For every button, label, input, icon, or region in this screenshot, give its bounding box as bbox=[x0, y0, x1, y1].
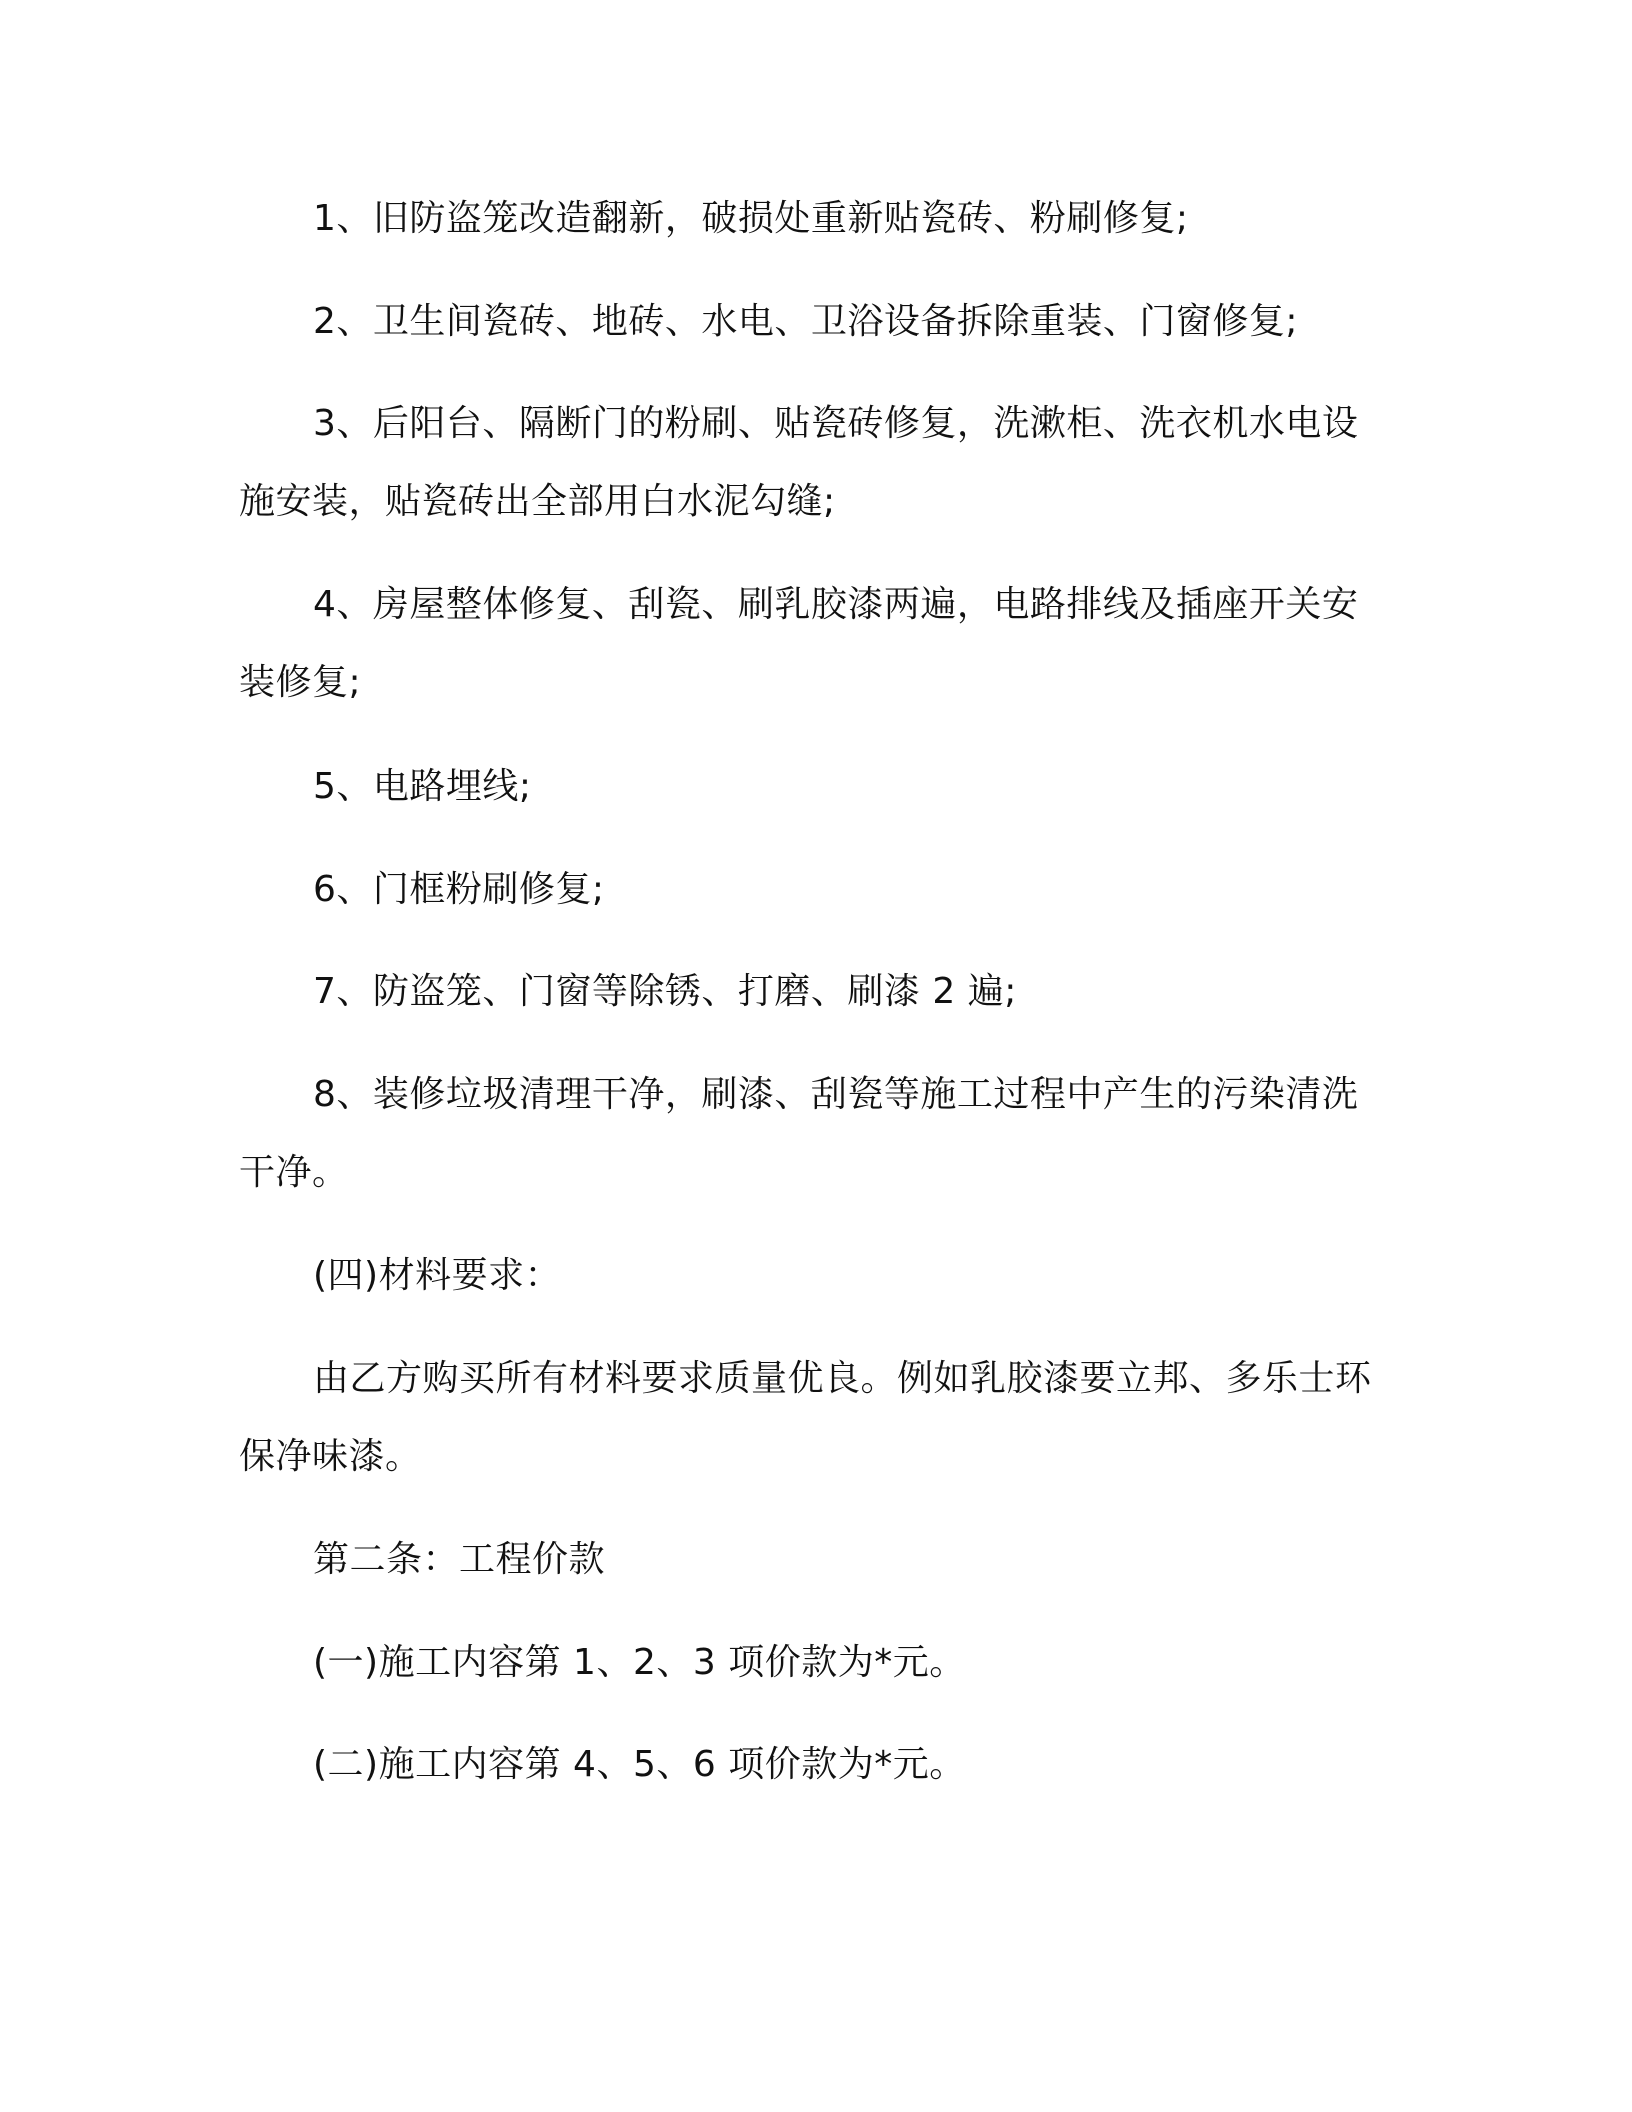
item-2-paragraph: 2、卫生间瓷砖、地砖、水电、卫浴设备拆除重装、门窗修复; bbox=[313, 301, 1299, 342]
material-requirements-heading: (四)材料要求： bbox=[313, 1255, 562, 1296]
price-item-2-paragraph: (二)施工内容第 4、5、6 项价款为*元。 bbox=[313, 1744, 966, 1785]
item-6-paragraph: 6、门框粉刷修复; bbox=[313, 869, 605, 910]
item-4-paragraph: 4、房屋整体修复、刮瓷、刷乳胶漆两遍，电路排线及插座开关安装修复; bbox=[239, 584, 1359, 703]
item-7-paragraph: 7、防盗笼、门窗等除锈、打磨、刷漆 2 遍; bbox=[313, 971, 1017, 1012]
item-1-paragraph: 1、旧防盗笼改造翻新，破损处重新贴瓷砖、粉刷修复; bbox=[313, 198, 1189, 239]
article-2-heading: 第二条：工程价款 bbox=[313, 1539, 606, 1580]
price-item-1-paragraph: (一)施工内容第 1、2、3 项价款为*元。 bbox=[313, 1642, 966, 1683]
material-requirements-paragraph: 由乙方购买所有材料要求质量优良。例如乳胶漆要立邦、多乐士环保净味漆。 bbox=[239, 1358, 1372, 1477]
item-5-paragraph: 5、电路埋线; bbox=[313, 766, 532, 807]
item-8-paragraph: 8、装修垃圾清理干净，刷漆、刮瓷等施工过程中产生的污染清洗干净。 bbox=[239, 1074, 1359, 1193]
item-3-paragraph: 3、后阳台、隔断门的粉刷、贴瓷砖修复，洗漱柜、洗衣机水电设施安装，贴瓷砖出全部用白水泥勾缝; bbox=[239, 403, 1359, 522]
